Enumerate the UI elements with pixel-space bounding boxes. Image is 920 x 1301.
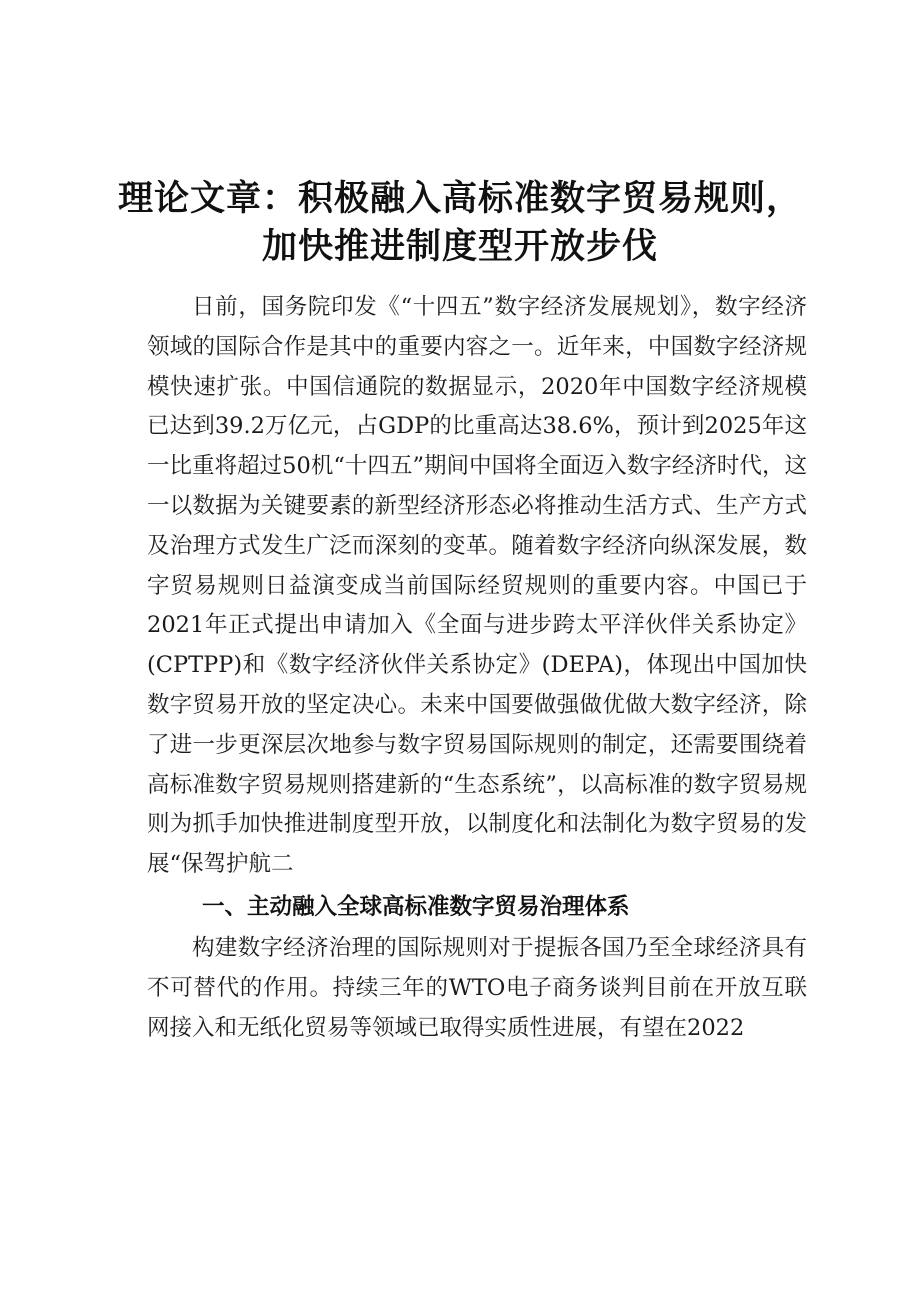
section-heading-1: 一、主动融入全球高标准数字贸易治理体系 xyxy=(202,893,630,920)
title-line-2: 加快推进制度型开放步伐 xyxy=(261,226,658,268)
document-title xyxy=(0,175,920,271)
paragraph-section-1: 构建数字经济治理的国际规则对于提振各国乃至全球经济具有不可替代的作用。持续三年的WTO电子商务谈判目前在开放互联网接入和无纸化贸易等领域已取得实质性进展，有望在2022 xyxy=(147,934,807,1041)
document-body xyxy=(147,288,807,1048)
paragraph-intro: 日前，国务院印发《“十四五”数字经济发展规划》，数字经济领域的国际合作是其中的重要内容之一。近年来，中国数字经济规模快速扩张。中国信通院的数据显示，2020年中国数字经济规模已达到39.2万亿元，占GDP的比重高达38.6%，预计到2025年这一比重将超过50机“十四五”期间中国将全面迈入数字经济时代，这一以数据为关键要素的新型经济形态必将推动生活方式、生产方式及治理方式发生广泛而深刻的变革。随着数字经济向纵深发展，数字贸易规则日益演变成当前国际经贸规则的重要内容。中国已于2021年正式提出申请加入《全面与进步跨太平洋伙伴关系协定》(CPTPP)和《数字经济伙伴关系协定》(DEPA)，体现出中国加快数字贸易开放的坚定决心。未来中国要做强做优做大数字经济，除了进一步更深层次地参与数字贸易国际规则的制定，还需要围绕着高标准数字贸易规则搭建新的“生态系统”，以高标准的数字贸易规则为抓手加快推进制度型开放，以制度化和法制化为数字贸易的发展“保驾护航二 xyxy=(147,294,807,878)
title-line-1: 理论文章：积极融入高标准数字贸易规则， xyxy=(117,178,802,220)
